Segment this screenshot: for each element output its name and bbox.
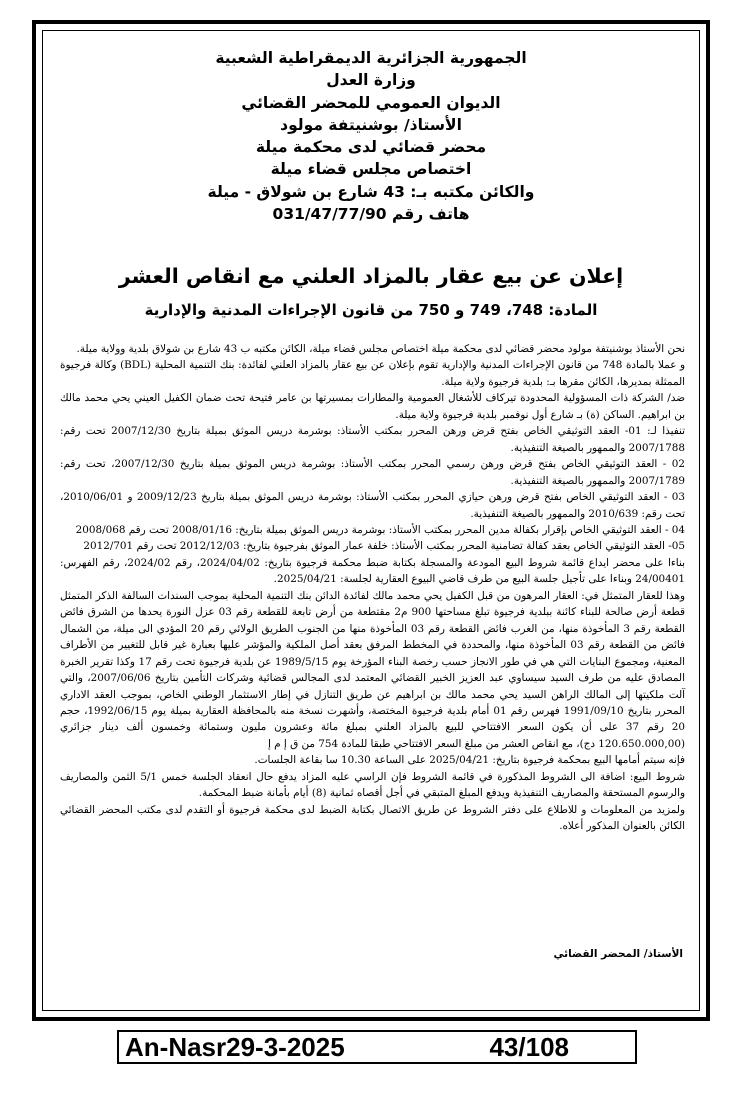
body-paragraph-deed-01: تنفيذا لـ: 01- العقد التوثيقي الخاص بفتح قرض ورهن المحرر بمكتب الأستاذ: بوشرمة دريس الموثق بميلة بتاريخ 2007/12/30 تحت رقم: 2007/1788 والممهور بالصيغة التنفيذية.	[60, 425, 686, 454]
header-bailiff-name: الأستاذ/ بوشنيتفة مولود	[280, 115, 462, 134]
body-paragraph-deed-05: 05- العقد التوثيقي الخاص بعقد كفالة تضامنية المحرر بمكتب الأستاذ: خلفة عمار الموثق بفرجيوة بتاريخ: 2012/12/03 تحت رقم 2012/701	[83, 540, 685, 553]
body-paragraph-conditions: شروط البيع: اضافة الى الشروط المذكورة في قائمة الشروط فإن الراسي عليه المزاد يدفع حال انعقاد الجلسة خمس 5/1 الثمن والمصاريف والرسوم المستحقة والمصاريف التنفيذية ويدفع المبلغ المتبقي في أجل أقصاه ثمانية (8) أيام بأمانة ضبط المحكمة.	[60, 770, 685, 800]
publication-footer	[117, 1030, 637, 1064]
body-paragraph-deed-02: 02 - العقد التوثيقي الخاص بفتح قرض ورهن رسمي المحرر بمكتب الأستاذ: بوشرمة دريس الموثق بميلة بتاريخ 2007/12/30، تحت رقم: 2007/1789 والممهور بالصيغة التنفيذية.	[60, 458, 685, 487]
header-address: والكائن مكتبه بـ: 43 شارع بن شولاق - ميلة	[207, 182, 535, 201]
body-paragraph-debtor: ضد/ الشركة ذات المسؤولية المحدودة تيركاف للأشغال العمومية والمطارات بمسيرتها بن عامر فتيحة تحت ضمان الكفيل العيني يحي محمد مالك بن ابراهيم. الساكن (ة) بـ شارع أول نوفمبر بلدية فرجيوة ولاية ميلة.	[60, 392, 685, 421]
signature: الأستاذ/ المحضر القضائي	[553, 948, 683, 960]
body-paragraph-deed-04: 04 - العقد التوثيقي الخاص بإقرار بكفالة مدين المحرر بمكتب الأستاذ: بوشرمة دريس الموثق بميلة بتاريخ: 2008/01/16 تحت رقم 2008/068	[75, 523, 685, 536]
notice-frame	[32, 20, 710, 1021]
header-ministry: وزارة العدل	[326, 71, 416, 90]
body-paragraph-sale-date: فإنه سيتم أمامها البيع بمحكمة فرجيوة بتاريخ: 2025/04/21 على الساعة 10.30 سا بقاعة الجلسات.	[254, 754, 685, 767]
header-country: الجمهورية الجزائرية الديمقراطية الشعبية	[215, 49, 527, 67]
header-court: محضر قضائي لدى محكمة ميلة	[255, 138, 487, 157]
body-paragraph-filing: بناءا على محضر ايداع قائمة شروط البيع المودعة والمسجلة بكتابة ضبط محكمة فرجيوة بتاريخ: 2024/04/02، رقم 2024/02، رقم الفهرس: 24/00401 وبناءا على تأجيل جلسة البيع من طرف قاضي البيوع العقارية لجلسة: 2025/04/21.	[60, 556, 685, 586]
body-paragraph-property: وهذا للعقار المتمثل في: العقار المرهون من قبل الكفيل يحي محمد مالك لفائدة الدائن بنك التنمية المحلية بموجب السندات السالفة الذكر المتمثل قطعة أرض صالحة للبناء كائنة ببلدية فرجيوة تبلغ مساحتها 900 م2 مقتطعة من أرض تابعة للقطعة رقم 03 عزل النورة يحدها من الشرق فائض القطعة رقم 3 المأخوذة منها، من الغرب فائض القطعة رقم 03 المأخوذة منها من الجنوب الطريق الولائي رقم 20 المؤدي الى ميلة، من الشمال فائض من القطعة رقم 03 المأخوذة منها، والمحددة في المخطط المرفق بعقد أصل الملكية والمؤشر عليها بعبارة غير قابل للتغيير من الأطراف المعنية، ومجموع البنايات التي هي في طور الانجاز حسب رخصة البناء المؤرخة يوم 1989/5/15 عن بلدية فرجيوة تحت رقم 17 وكذا تقرير الخبرة المصادق عليه من طرف السيد سيساوي عبد العزيز الخبير القضائي المعتمد لدى المجالس قضائية وشركات التأمين بتاريخ 2007/06/06، والتي آلت ملكيتها إلى المالك الراهن السيد يحي محمد مالك بن ابراهيم عن طريق التنازل في إطار الاستثمار الوطني الخاص، بموجب العقد الاداري المحرر بتاريخ 1991/09/10 فهرس رقم 01 أمام بلدية فرجيوة المختصة، وأشهرت نسخة منه بالمحافظة العقارية بميلة يوم 1992/06/15، حجم 20 رقم 37 على أن يكون السعر الافتتاحي للبيع بالمزاد العلني بمبلغ مائة وعشرون مليون وستمائة وخمسون ألف دينار جزائري (120.650.000,00 دج)، مع انقاص العشر من مبلغ السعر الافتتاحي طبقا للمادة 754 من ق إ م إ	[60, 589, 686, 750]
notice-subtitle: المادة: 748، 749 و 750 من قانون الإجراءات المدنية والإدارية	[144, 301, 598, 319]
ad-number: 43/108	[489, 1032, 569, 1062]
notice-body	[60, 341, 685, 835]
notice-inner-frame	[42, 30, 700, 1011]
body-paragraph-intro: نحن الأستاذ بوشنيتفة مولود محضر قضائي لدى محكمة ميلة اختصاص مجلس قضاء ميلة، الكائن مكتبه ب 43 شارع بن شولاق بلدية وولاية ميلة.	[76, 343, 685, 355]
body-paragraph-info: ولمزيد من المعلومات و للاطلاع على دفتر الشروط عن طريق الاتصال بكتابة الضبط لدى محكمة فرجيوة أو التقدم لدى مكتب المحضر القضائي الكائن بالعنوان المذكور أعلاه.	[60, 803, 685, 833]
notice-title: إعلان عن بيع عقار بالمزاد العلني مع انقاص العشر	[118, 264, 624, 288]
header-phone: هاتف رقم 031/47/77/90	[272, 205, 470, 224]
header-jurisdiction: اختصاص مجلس قضاء ميلة	[270, 160, 472, 179]
notice-header	[43, 47, 699, 225]
publication-date: An-Nasr29-3-2025	[125, 1032, 345, 1062]
header-office: الديوان العمومي للمحضر القضائي	[241, 93, 501, 112]
body-paragraph-deed-03: 03 - العقد التوثيقي الخاص بفتح قرض ورهن حيازي المحرر بمكتب الأستاذ: بوشرمة دريس الموثق بميلة بتاريخ 2009/12/23 و 2010/06/01، تحت رقم: 2010/639 والممهور بالصيغة التنفيذية.	[60, 491, 685, 520]
body-paragraph-creditor: و عملا بالمادة 748 من قانون الإجراءات المدنية والإدارية تقوم بإعلان عن بيع عقار بالمزاد العلني لفائدة: بنك التنمية المحلية (BDL) وكالة فرجيوة الممثلة بمديرها، الكائن مقرها بـ: بلدية فرجيوة ولاية ميلة.	[60, 359, 685, 388]
